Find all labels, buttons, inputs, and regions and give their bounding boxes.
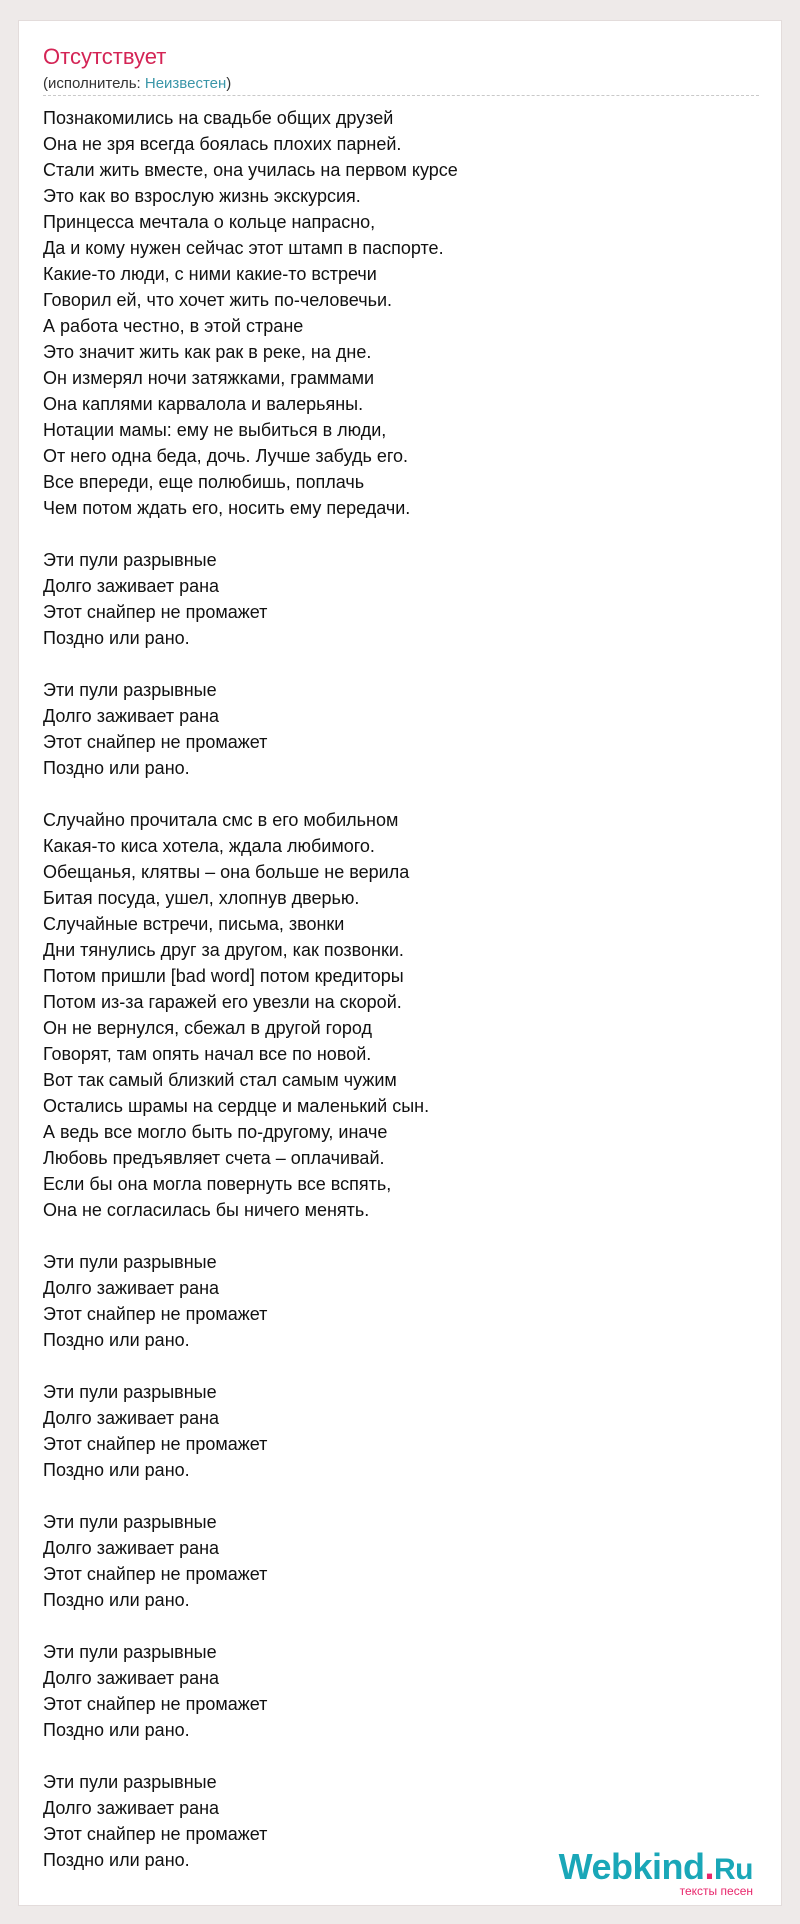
lyrics-card	[18, 20, 782, 1906]
lyric-line: Говорил ей, что хочет жить по-человечьи.	[43, 290, 393, 310]
lyric-line: Случайно прочитала смс в его мобильном	[43, 810, 399, 830]
logo-dot: .	[704, 1846, 714, 1887]
lyric-line: Этот снайпер не промажет	[43, 602, 268, 622]
lyric-line: Если бы она могла повернуть все вспять,	[43, 1174, 392, 1194]
lyric-line: Поздно или рано.	[43, 1460, 190, 1480]
lyric-line: Эти пули разрывные	[43, 1382, 217, 1402]
lyric-line: А ведь все могло быть по-другому, иначе	[43, 1122, 388, 1142]
byline-prefix: (исполнитель:	[43, 75, 145, 92]
lyric-line: Потом пришли [bad word] потом кредиторы	[43, 966, 404, 986]
lyric-line: Да и кому нужен сейчас этот штамп в паспорте.	[43, 238, 444, 258]
lyric-line: А работа честно, в этой стране	[43, 316, 304, 336]
byline-suffix: )	[226, 75, 232, 92]
lyric-line: Нотации мамы: ему не выбиться в люди,	[43, 420, 387, 440]
lyric-line: Долго заживает рана	[43, 576, 220, 596]
lyric-line: Поздно или рано.	[43, 1330, 190, 1350]
stanza-break	[43, 1743, 759, 1769]
lyric-line: Этот снайпер не промажет	[43, 1694, 268, 1714]
lyric-line: Эти пули разрывные	[43, 680, 217, 700]
lyric-line: Долго заживает рана	[43, 1408, 220, 1428]
lyric-line: Познакомились на свадьбе общих друзей	[43, 108, 394, 128]
lyric-line: Он не вернулся, сбежал в другой город	[43, 1018, 372, 1038]
lyric-line: Случайные встречи, письма, звонки	[43, 914, 345, 934]
artist-byline	[43, 74, 231, 94]
lyric-line: Эти пули разрывные	[43, 1642, 217, 1662]
lyric-line: Этот снайпер не промажет	[43, 1564, 268, 1584]
lyric-line: Она каплями карвалола и валерьяны.	[43, 394, 364, 414]
lyric-line: Остались шрамы на сердце и маленький сын.	[43, 1096, 430, 1116]
artist-link[interactable]: Неизвестен	[144, 75, 227, 92]
logo-wordmark	[559, 1848, 753, 1889]
lyric-line: Эти пули разрывные	[43, 550, 217, 570]
lyric-line: Долго заживает рана	[43, 1538, 220, 1558]
lyric-line: Это значит жить как рак в реке, на дне.	[43, 342, 372, 362]
lyric-line: Она не согласилась бы ничего менять.	[43, 1200, 370, 1220]
lyric-line: Обещанья, клятвы – она больше не верила	[43, 862, 410, 882]
lyric-line: Поздно или рано.	[43, 758, 190, 778]
lyric-line: Дни тянулись друг за другом, как позвонки.	[43, 940, 404, 960]
webkind-logo[interactable]	[559, 1848, 753, 1897]
stanza-break	[43, 1613, 759, 1639]
lyric-line: Поздно или рано.	[43, 1590, 190, 1610]
lyric-line: От него одна беда, дочь. Лучше забудь его.	[43, 446, 409, 466]
stanza-break	[43, 781, 759, 807]
lyric-line: Говорят, там опять начал все по новой.	[43, 1044, 372, 1064]
lyric-line: Чем потом ждать его, носить ему передачи.	[43, 498, 411, 518]
stanza-break	[43, 1223, 759, 1249]
stanza-break	[43, 1353, 759, 1379]
lyric-line: Она не зря всегда боялась плохих парней.	[43, 134, 402, 154]
lyric-line: Долго заживает рана	[43, 1278, 220, 1298]
lyric-line: Долго заживает рана	[43, 706, 220, 726]
lyric-line: Эти пули разрывные	[43, 1772, 217, 1792]
lyrics-body	[43, 105, 759, 1873]
lyric-line: Поздно или рано.	[43, 628, 190, 648]
lyric-line: Это как во взрослую жизнь экскурсия.	[43, 186, 361, 206]
logo-tld: Ru	[714, 1853, 753, 1886]
lyric-line: Этот снайпер не промажет	[43, 732, 268, 752]
lyric-line: Долго заживает рана	[43, 1668, 220, 1688]
lyric-line: Потом из-за гаражей его увезли на скорой.	[43, 992, 402, 1012]
lyric-line: Эти пули разрывные	[43, 1252, 217, 1272]
lyric-line: Этот снайпер не промажет	[43, 1434, 268, 1454]
song-title: Отсутствует	[43, 44, 167, 69]
stanza-break	[43, 651, 759, 677]
lyric-line: Битая посуда, ушел, хлопнув дверью.	[43, 888, 360, 908]
lyric-line: Этот снайпер не промажет	[43, 1304, 268, 1324]
lyric-line: Поздно или рано.	[43, 1720, 190, 1740]
logo-brand: Webkind	[558, 1846, 705, 1887]
logo-tagline: тексты песен	[679, 1884, 753, 1898]
lyric-line: Какие-то люди, с ними какие-то встречи	[43, 264, 377, 284]
lyric-line: Долго заживает рана	[43, 1798, 220, 1818]
lyric-line: Этот снайпер не промажет	[43, 1824, 268, 1844]
lyric-line: Вот так самый близкий стал самым чужим	[43, 1070, 397, 1090]
lyric-line: Любовь предъявляет счета – оплачивай.	[43, 1148, 385, 1168]
lyric-line: Какая-то киса хотела, ждала любимого.	[43, 836, 375, 856]
stanza-break	[43, 521, 759, 547]
stanza-break	[43, 1483, 759, 1509]
lyric-line: Принцесса мечтала о кольце напрасно,	[43, 212, 376, 232]
lyric-line: Он измерял ночи затяжками, граммами	[43, 368, 375, 388]
title-divider	[43, 95, 759, 96]
lyric-line: Поздно или рано.	[43, 1850, 190, 1870]
lyric-line: Стали жить вместе, она училась на первом курсе	[43, 160, 458, 180]
lyric-line: Эти пули разрывные	[43, 1512, 217, 1532]
lyric-line: Все впереди, еще полюбишь, поплачь	[43, 472, 365, 492]
